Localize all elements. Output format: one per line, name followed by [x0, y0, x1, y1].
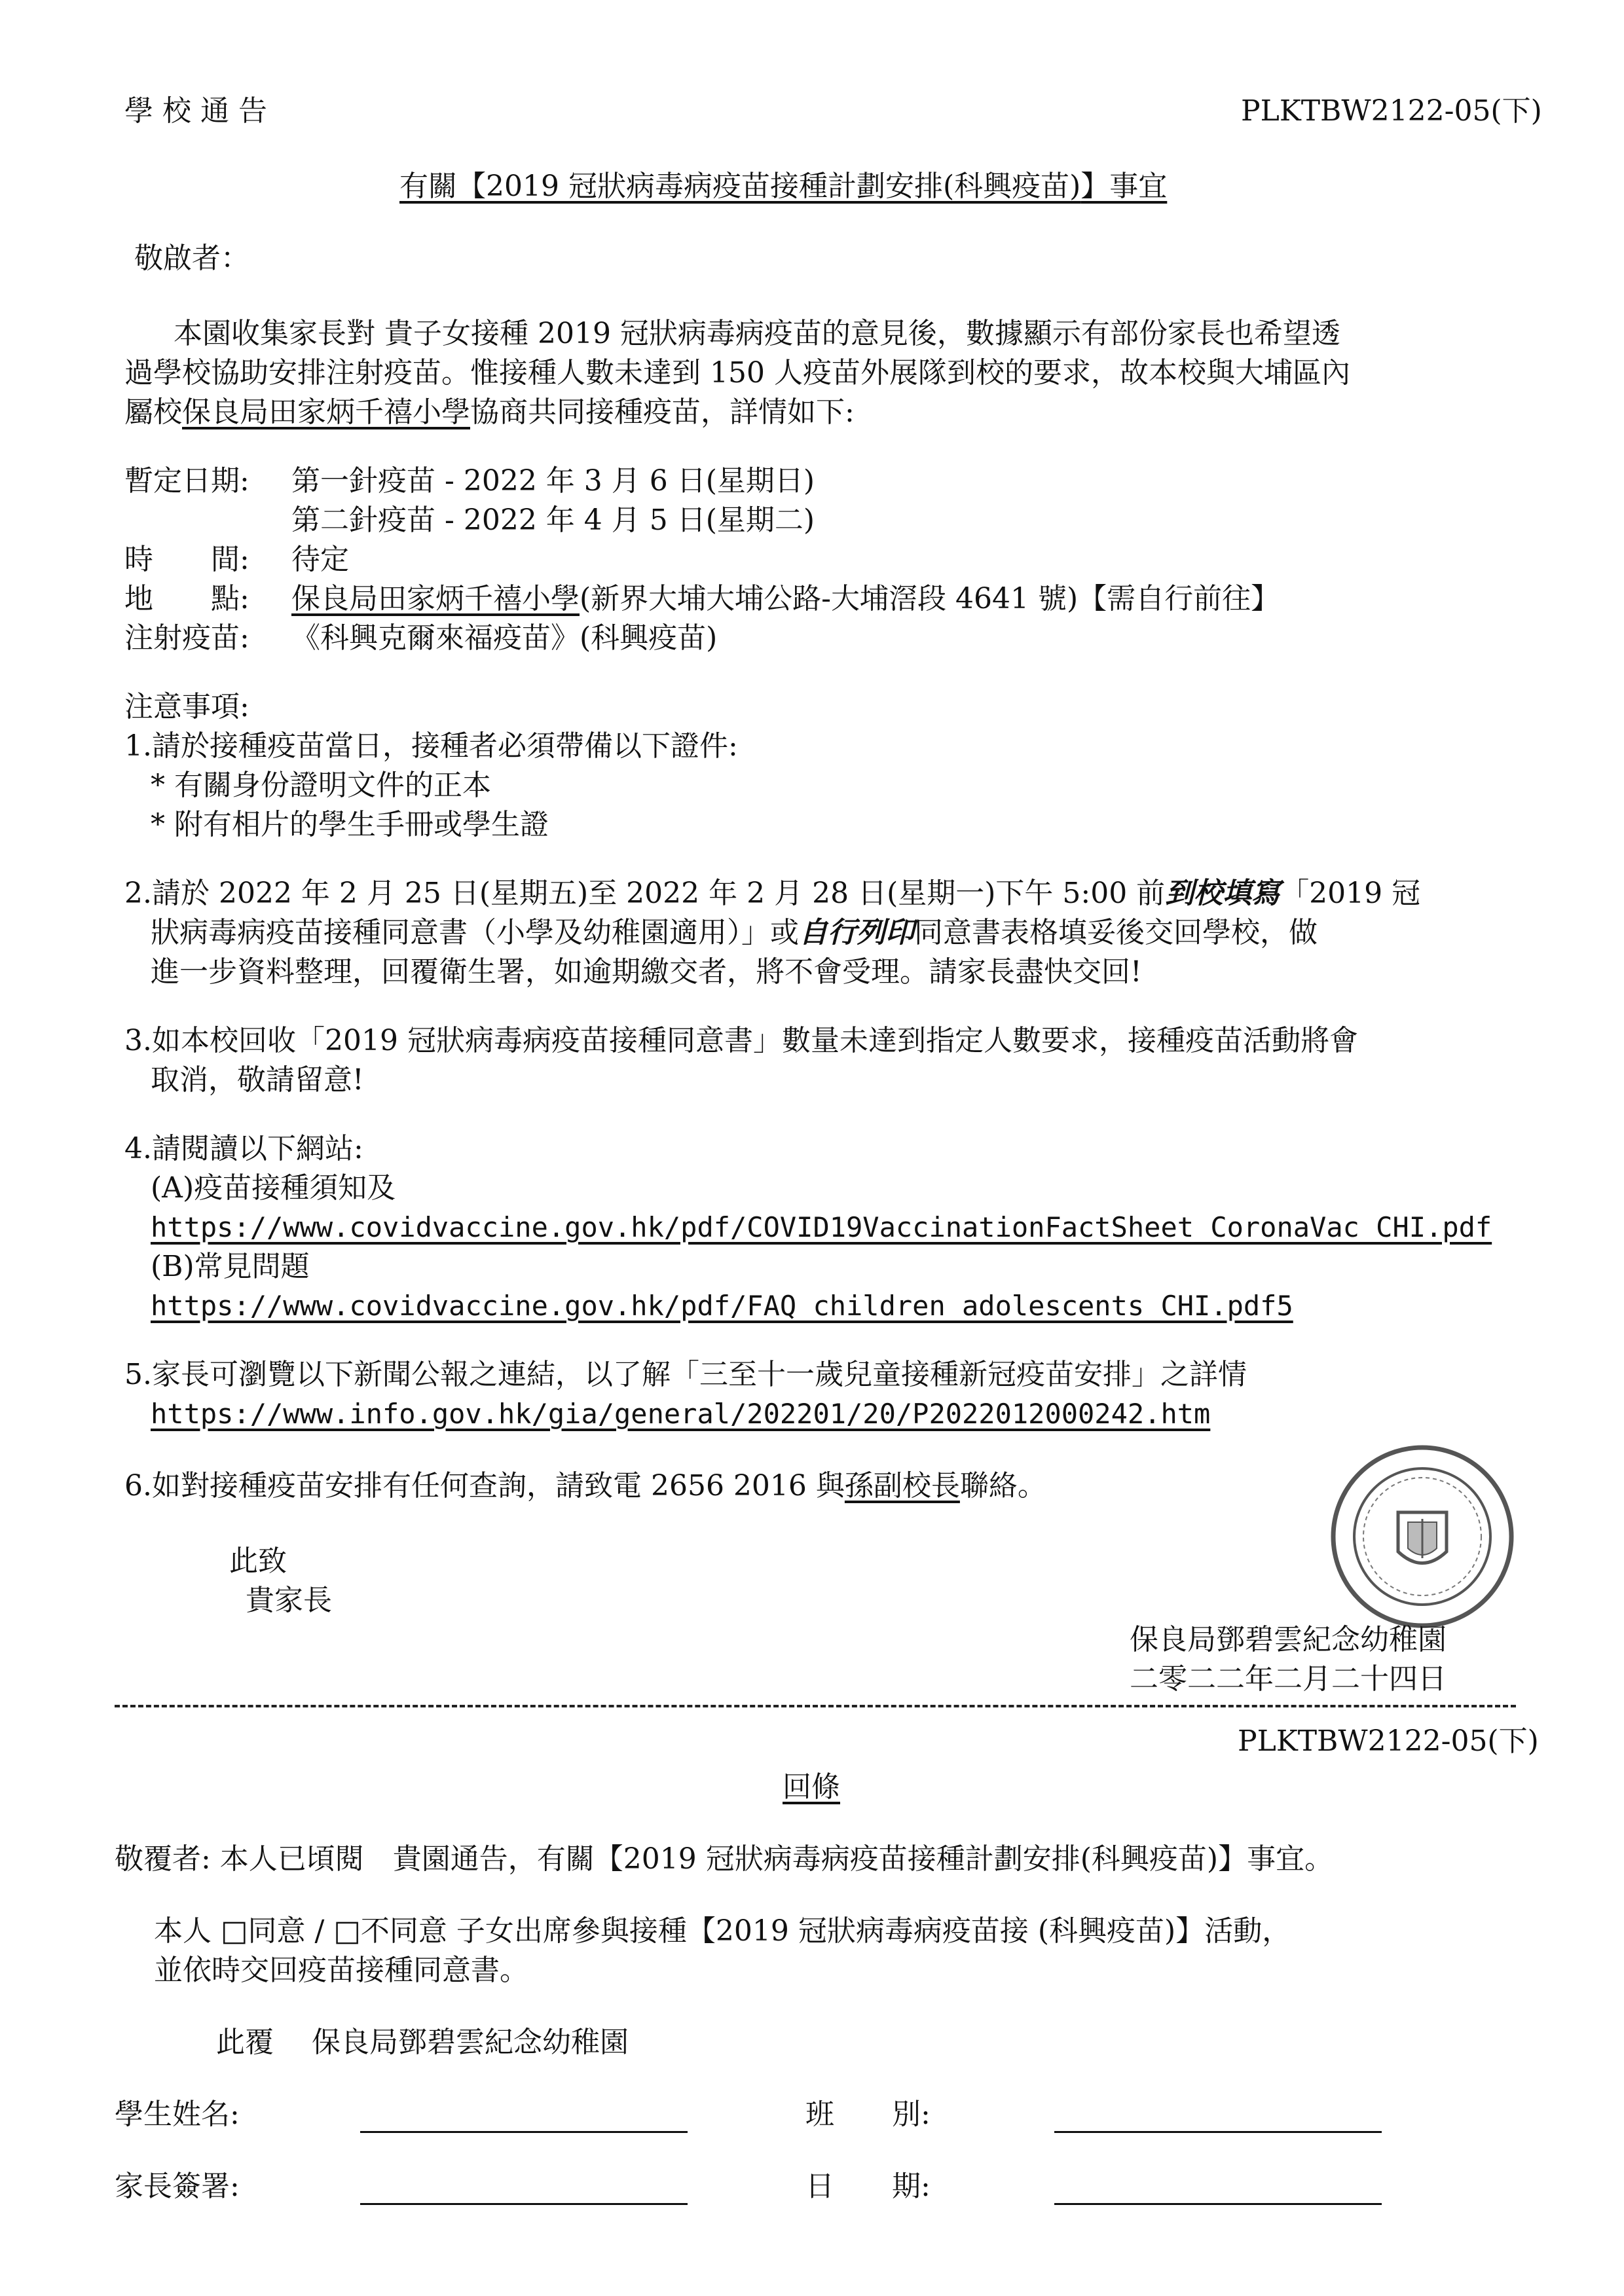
press-release-link[interactable]: https://www.info.gov.hk/gia/general/202201/20/P2022012000242.htm [151, 1398, 1211, 1430]
vaccine-value: 《科興克爾來福疫苗》(科興疫苗) [291, 621, 718, 655]
note-emphasis: 自行列印 [799, 916, 914, 949]
notice-title [399, 167, 1167, 206]
reply-consent-options[interactable]: 本人 □同意 / □不同意 子女出席參與接種【2019 冠狀病毒病疫苗接 (科興疫苗)】活動， [154, 1914, 1291, 1948]
class-field[interactable] [1054, 2131, 1382, 2133]
class-label: 班 別: [805, 2098, 931, 2131]
salutation: 敬啟者： [134, 242, 249, 275]
reply-to: 此覆 保良局鄧碧雲紀念幼稚園 [216, 2026, 629, 2059]
contact-person: 孫副校長 [844, 1469, 960, 1503]
place-address: (新界大埔大埔公路-大埔滘段 4641 號)【需自行前往】 [580, 582, 1280, 615]
closing-recipient: 貴家長 [246, 1584, 332, 1617]
reply-title: 回條 [783, 1770, 840, 1804]
note-text: 同意書表格填妥後交回學校，做 [914, 916, 1318, 949]
note-text: 2.請於 2022 年 2 月 25 日(星期五)至 2022 年 2 月 28 日(星期一)下午 5:00 前 [124, 877, 1166, 910]
notes-heading: 注意事項: [124, 690, 249, 723]
note-text: 狀病毒病疫苗接種同意書（小學及幼稚園適用）」或 [151, 916, 799, 949]
note-4-item-a: (A)疫苗接種須知及 [151, 1171, 396, 1205]
intro-text: 屬校 [124, 395, 182, 429]
note-2-line-1 [124, 874, 1420, 913]
student-name-field[interactable] [360, 2131, 688, 2133]
factsheet-link[interactable]: https://www.covidvaccine.gov.hk/pdf/COVID19VaccinationFactSheet_CoronaVac_CHI.pdf [151, 1211, 1492, 1243]
parent-signature-label: 家長簽署: [115, 2170, 240, 2203]
intro-text: 協商共同接種疫苗，詳情如下: [470, 395, 855, 429]
note-1: 1.請於接種疫苗當日，接種者必須帶備以下證件: [124, 729, 738, 763]
note-4-item-b: (B)常見問題 [151, 1250, 310, 1283]
second-dose-date: 第二針疫苗 - 2022 年 4 月 5 日(星期二) [291, 503, 815, 537]
note-3-line-1: 3.如本校回收「2019 冠狀病毒病疫苗接種同意書」數量未達到指定人數要求，接種疫苗活動將會 [124, 1024, 1358, 1057]
notice-type: 學 校 通 告 [124, 94, 267, 128]
note-text: 聯絡。 [959, 1469, 1046, 1503]
note-emphasis: 到校填寫 [1165, 877, 1281, 910]
parent-signature-field[interactable] [360, 2203, 688, 2205]
notice-date: 二零二二年二月二十四日 [1130, 1662, 1447, 1696]
note-6 [124, 1467, 1046, 1506]
faq-link[interactable]: https://www.covidvaccine.gov.hk/pdf/FAQ_children_adolescents_CHI.pdf5 [151, 1290, 1293, 1322]
reply-consent-note: 並依時交回疫苗接種同意書。 [154, 1954, 528, 1987]
note-text: 「2019 冠 [1280, 877, 1421, 910]
notice-ref: PLKTBW2122-05(下) [1241, 94, 1542, 128]
place-value [291, 579, 1280, 619]
partner-school-name: 保良局田家炳千禧小學 [182, 395, 470, 429]
note-1-item-b: * 附有相片的學生手冊或學生證 [151, 808, 549, 841]
intro-line-2: 過學校協助安排注射疫苗。惟接種人數未達到 150 人疫苗外展隊到校的要求，故本校與大埔區內 [124, 356, 1350, 390]
note-text: 6.如對接種疫苗安排有任何查詢，請致電 2656 2016 與 [124, 1469, 845, 1503]
note-3-line-2: 取消，敬請留意! [151, 1063, 364, 1097]
reply-date-label: 日 期: [805, 2170, 931, 2203]
time-value: 待定 [291, 543, 349, 576]
intro-line-1: 本園收集家長對 貴子女接種 2019 冠狀病毒病疫苗的意見後，數據顯示有部份家長也希望透 [174, 317, 1340, 350]
tear-off-line [115, 1705, 1516, 1707]
note-1-item-a: * 有關身份證明文件的正本 [151, 769, 491, 802]
school-seal-stamp [1329, 1444, 1516, 1630]
time-label: 時 間: [124, 543, 249, 576]
intro-line-3 [124, 393, 855, 432]
title-suffix: 】事宜 [1080, 170, 1168, 203]
note-5: 5.家長可瀏覽以下新聞公報之連結，以了解「三至十一歲兒童接種新冠疫苗安排」之詳情 [124, 1358, 1247, 1391]
note-2-line-3: 進一步資料整理，回覆衛生署，如逾期繳交者，將不會受理。請家長盡快交回! [151, 955, 1142, 989]
first-dose-date: 第一針疫苗 - 2022 年 3 月 6 日(星期日) [291, 464, 815, 498]
place-school: 保良局田家炳千禧小學 [291, 582, 580, 615]
title-prefix: 有關【 [399, 170, 486, 203]
closing-to: 此致 [229, 1544, 287, 1578]
note-4: 4.請閱讀以下網站: [124, 1132, 363, 1165]
title-main: 2019 冠狀病毒病疫苗接種計劃安排(科興疫苗) [486, 170, 1081, 203]
vaccine-label: 注射疫苗: [124, 621, 249, 655]
school-name: 保良局鄧碧雲紀念幼稚園 [1130, 1623, 1447, 1656]
note-2-line-2 [151, 913, 1318, 953]
reply-ref: PLKTBW2122-05(下) [1238, 1724, 1539, 1758]
student-name-label: 學生姓名: [115, 2098, 240, 2131]
date-label: 暫定日期: [124, 464, 249, 498]
reply-date-field[interactable] [1054, 2203, 1382, 2205]
reply-acknowledgement: 敬覆者: 本人已頃閱 貴園通告，有關【2019 冠狀病毒病疫苗接種計劃安排(科興疫苗)】事宜。 [115, 1842, 1334, 1876]
place-label: 地 點: [124, 582, 249, 615]
